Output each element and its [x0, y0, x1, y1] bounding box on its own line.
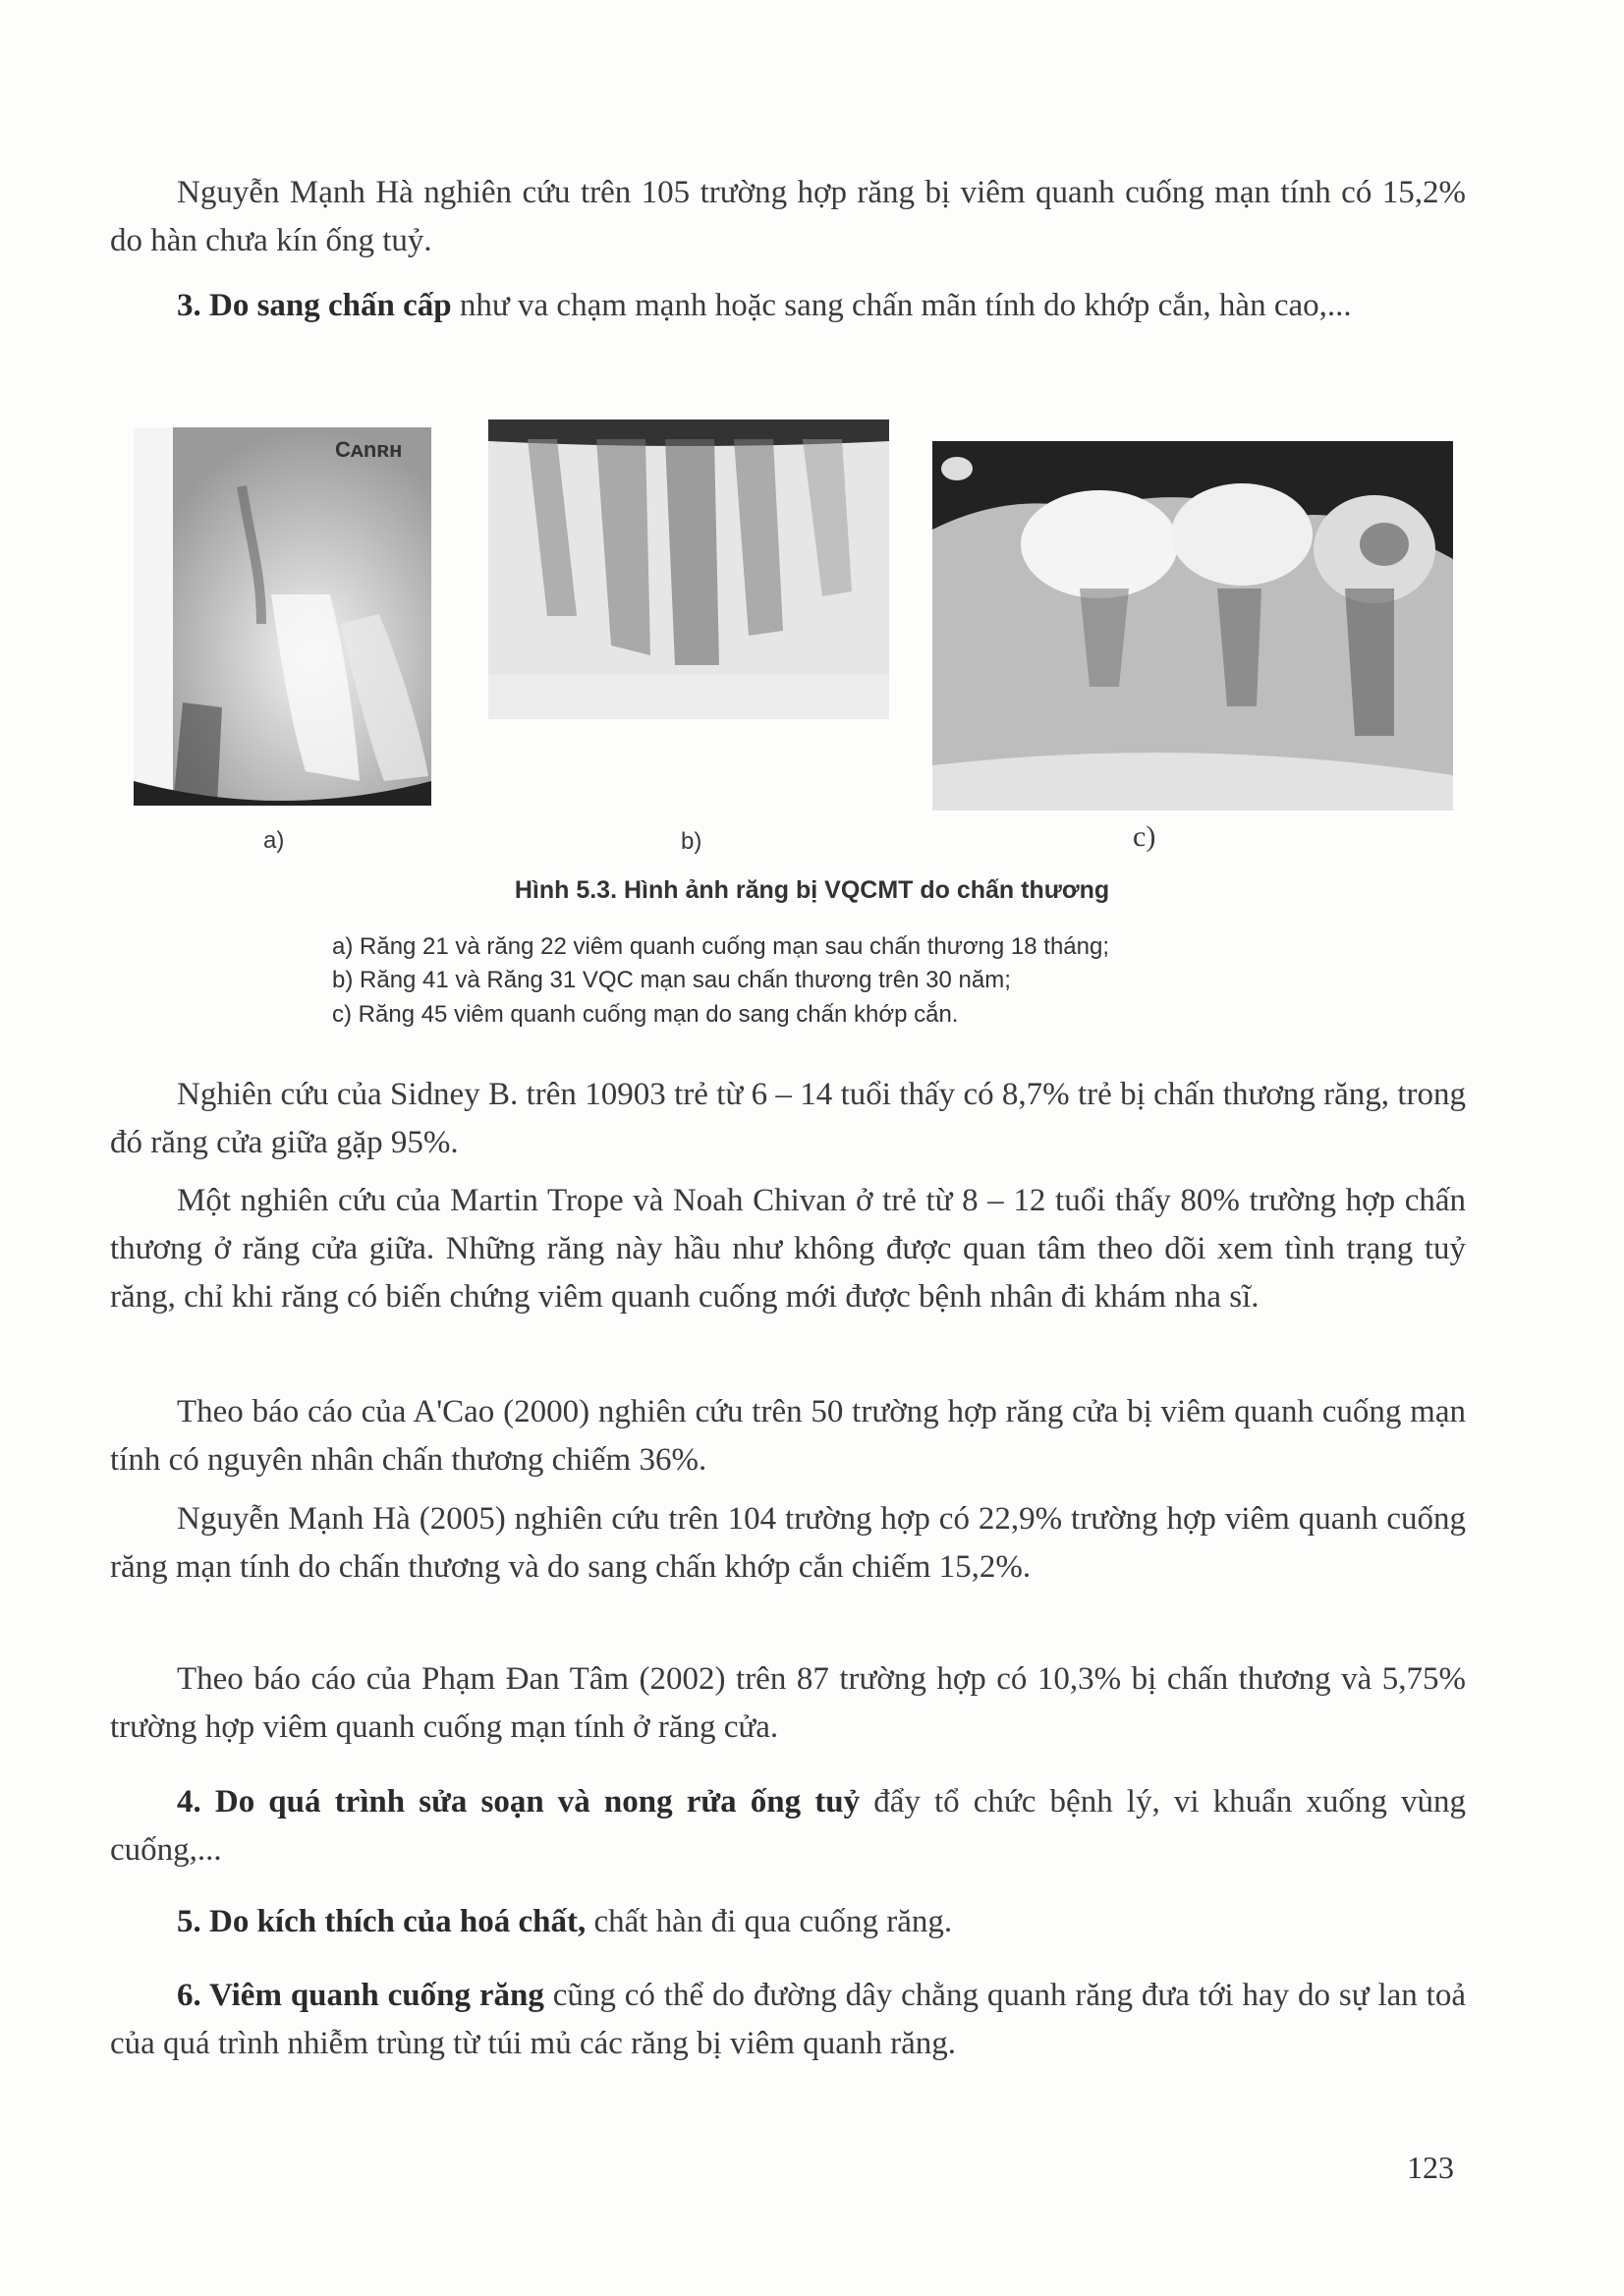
paragraph-6: Nguyễn Mạnh Hà (2005) nghiên cứu trên 104 trường hợp có 22,9% trường hợp viêm quanh cuống răng mạn tính do chấn thương và do sang chấn khớp cắn chiếm 15,2%. — [110, 1501, 1466, 1585]
page-number: 123 — [1407, 2150, 1454, 2185]
paragraph-9-text: chất hàn đi qua cuống răng. — [586, 1904, 953, 1939]
heading-6: 6. Viêm quanh cuống răng — [177, 1978, 544, 2013]
figure-label-c: c) — [1133, 820, 1156, 853]
figure-title: Hình 5.3. Hình ảnh răng bị VQCMT do chấn thương — [514, 876, 1110, 904]
heading-5: 5. Do kích thích của hoá chất, — [177, 1904, 587, 1939]
figure-label-b: b) — [681, 828, 702, 855]
paragraph-3: Nghiên cứu của Sidney B. trên 10903 trẻ từ 6 – 14 tuổi thấy có 8,7% trẻ bị chấn thương răng, trong đó răng cửa giữa gặp 95%. — [110, 1077, 1466, 1160]
paragraph-7: Theo báo cáo của Phạm Đan Tâm (2002) trên 87 trường hợp có 10,3% bị chấn thương và 5,75% trường hợp viêm quanh cuống mạn tính ở răng cửa. — [110, 1661, 1466, 1745]
paragraph-5: Theo báo cáo của A'Cao (2000) nghiên cứu trên 50 trường hợp răng cửa bị viêm quanh cuống mạn tính có nguyên nhân chấn thương chiếm 36%. — [110, 1394, 1466, 1478]
paragraph-9 — [110, 1898, 1466, 1946]
xray-image-c — [932, 441, 1453, 811]
paragraph-2 — [110, 282, 1466, 330]
heading-3: 3. Do sang chấn cấp — [177, 288, 452, 323]
figure-label-a: a) — [263, 827, 285, 854]
heading-4: 4. Do quá trình sửa soạn và nong rửa ống tuỷ — [177, 1784, 861, 1820]
xray-a-label-text: Cᴀnʀʜ — [335, 437, 403, 462]
paragraph-10 — [110, 1972, 1466, 2068]
paragraph-4: Một nghiên cứu của Martin Trope và Noah Chivan ở trẻ từ 8 – 12 tuổi thấy 80% trường hợp chấn thương ở răng cửa giữa. Những răng này hầu như không được quan tâm theo dõi xem tình trạng tuỷ răng, chỉ khi răng có biến chứng viêm quanh cuống mới được bệnh nhân đi khám nha sĩ. — [110, 1183, 1466, 1315]
paragraph-2-text: như va chạm mạnh hoặc sang chấn mãn tính do khớp cắn, hàn cao,... — [451, 288, 1352, 323]
figure-caption-c: c) Răng 45 viêm quanh cuống mạn do sang chấn khớp cắn. — [332, 1001, 959, 1028]
xray-image-a — [134, 427, 431, 806]
figure-caption-a: a) Răng 21 và răng 22 viêm quanh cuống mạn sau chấn thương 18 tháng; — [332, 933, 1110, 960]
paragraph-8 — [110, 1778, 1466, 1875]
xray-image-b — [488, 420, 889, 719]
figure-caption-b: b) Răng 41 và Răng 31 VQC mạn sau chấn thương trên 30 năm; — [332, 967, 1011, 993]
paragraph-1: Nguyễn Mạnh Hà nghiên cứu trên 105 trường hợp răng bị viêm quanh cuống mạn tính có 15,2% do hàn chưa kín ống tuỷ. — [110, 175, 1466, 258]
paragraph-10-text: cũng có thể do đường dây chằng quanh răng đưa tới hay do sự lan toả của quá trình nhiễm trùng từ túi mủ các răng bị viêm quanh răng. — [110, 1978, 1466, 2061]
paragraph-8-text: đẩy tổ chức bệnh lý, vi khuẩn xuống vùng cuống,... — [110, 1784, 1466, 1868]
